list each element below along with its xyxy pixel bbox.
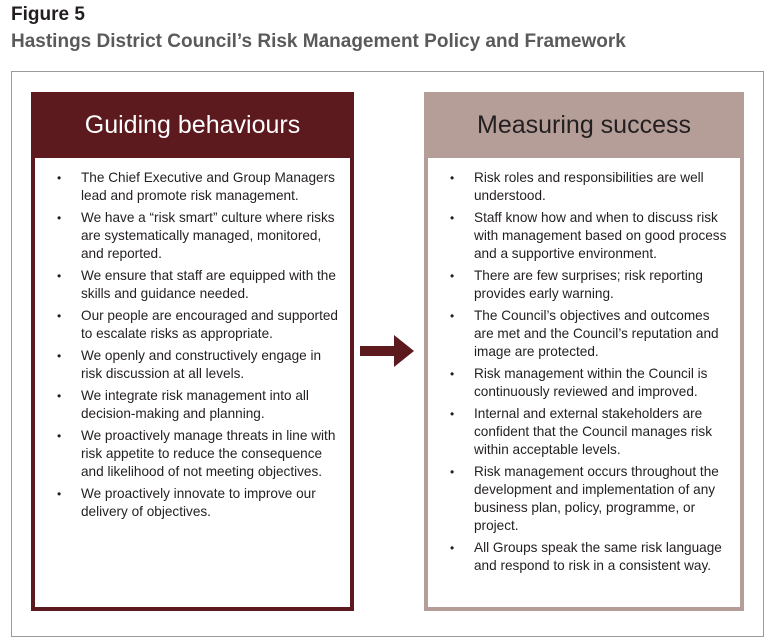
list-item-text: Risk roles and responsibilities are well understood. <box>474 170 704 203</box>
bullet-icon: • <box>450 407 455 421</box>
list-item <box>35 307 350 343</box>
list-item-text: We proactively manage threats in line with risk appetite to reduce the consequence and likelihood of not meeting objectives. <box>81 428 336 479</box>
list-item <box>35 209 350 263</box>
list-item-text: All Groups speak the same risk language and respond to risk in a consistent way. <box>474 540 722 573</box>
list-item <box>428 267 740 303</box>
list-item <box>428 169 740 205</box>
guiding-behaviours-panel <box>31 92 354 611</box>
list-item-text: We proactively innovate to improve our delivery of objectives. <box>81 486 316 519</box>
list-item <box>35 485 350 521</box>
list-item-text: We integrate risk management into all decision-making and planning. <box>81 388 309 421</box>
list-item <box>428 405 740 459</box>
list-item-text: There are few surprises; risk reporting provides early warning. <box>474 268 703 301</box>
bullet-icon: • <box>450 541 455 555</box>
list-item <box>428 365 740 401</box>
list-item <box>35 427 350 481</box>
bullet-icon: • <box>57 269 62 283</box>
bullet-icon: • <box>450 309 455 323</box>
list-item <box>428 463 740 535</box>
list-item <box>35 169 350 205</box>
list-item <box>428 307 740 361</box>
list-item-text: We ensure that staff are equipped with the skills and guidance needed. <box>81 268 336 301</box>
bullet-icon: • <box>57 487 62 501</box>
list-item <box>428 539 740 575</box>
measuring-success-panel <box>424 92 744 611</box>
guiding-behaviours-heading: Guiding behaviours <box>84 110 301 139</box>
right-arrow-icon <box>358 331 416 371</box>
list-item <box>35 347 350 383</box>
list-item-text: We openly and constructively engage in risk discussion at all levels. <box>81 348 322 381</box>
list-item <box>428 209 740 263</box>
bullet-icon: • <box>450 465 455 479</box>
bullet-icon: • <box>57 429 62 443</box>
bullet-icon: • <box>450 367 455 381</box>
list-item-text: Our people are encouraged and supported to escalate risks as appropriate. <box>81 308 338 341</box>
list-item <box>35 387 350 423</box>
guiding-behaviours-list <box>35 169 350 525</box>
measuring-success-list <box>428 169 740 579</box>
list-item-text: The Council’s objectives and outcomes are met and the Council’s reputation and image are protected. <box>474 308 719 359</box>
bullet-icon: • <box>57 211 62 225</box>
list-item-text: The Chief Executive and Group Managers lead and promote risk management. <box>81 170 335 203</box>
list-item <box>35 267 350 303</box>
measuring-success-heading: Measuring success <box>477 110 691 139</box>
bullet-icon: • <box>450 171 455 185</box>
figure-label: Figure 5 <box>11 4 85 25</box>
bullet-icon: • <box>450 269 455 283</box>
bullet-icon: • <box>57 389 62 403</box>
list-item-text: Internal and external stakeholders are confident that the Council manages risk within acceptable levels. <box>474 406 713 457</box>
bullet-icon: • <box>57 171 62 185</box>
figure-title: Hastings District Council’s Risk Management Policy and Framework <box>11 31 626 52</box>
bullet-icon: • <box>450 211 455 225</box>
list-item-text: Risk management within the Council is continuously reviewed and improved. <box>474 366 708 399</box>
list-item-text: Staff know how and when to discuss risk with management based on good process and a supportive environment. <box>474 210 727 261</box>
bullet-icon: • <box>57 349 62 363</box>
bullet-icon: • <box>57 309 62 323</box>
list-item-text: Risk management occurs throughout the development and implementation of any business plan, policy, programme, or project. <box>474 464 719 533</box>
measuring-success-body <box>428 158 740 607</box>
guiding-behaviours-body <box>35 158 350 607</box>
list-item-text: We have a “risk smart” culture where risks are systematically managed, monitored, and reported. <box>81 210 335 261</box>
